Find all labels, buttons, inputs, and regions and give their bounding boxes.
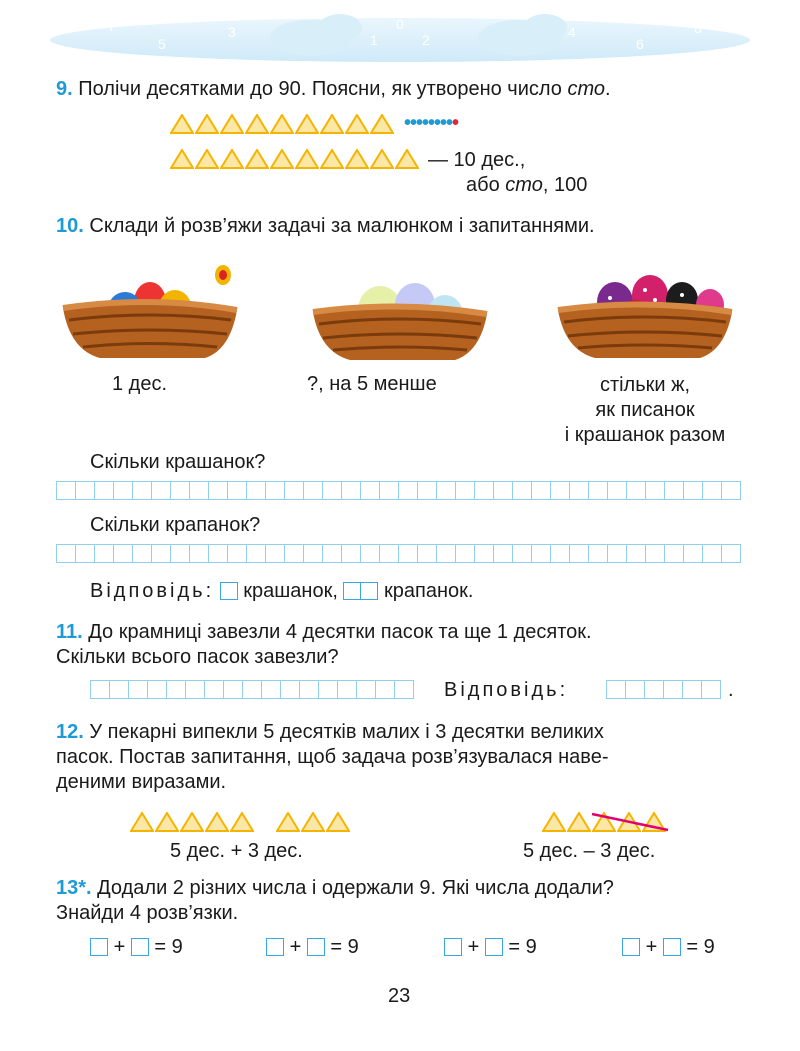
answer-word: Відповідь: — [90, 580, 215, 602]
grid-cell[interactable] — [721, 544, 741, 563]
answer-word-11: Відповідь: — [444, 679, 569, 701]
basket-plain-eggs — [305, 250, 495, 365]
basket-label-1: 1 дес. — [112, 373, 168, 395]
note-text: , 100 — [542, 174, 588, 196]
page-number: 23 — [388, 985, 411, 1007]
exercise-10-title — [56, 215, 595, 238]
exercise-text: Знайди 4 розв’язки. — [56, 902, 239, 924]
grid-cell[interactable] — [189, 544, 209, 563]
grid-cell[interactable] — [94, 544, 114, 563]
grid-cell[interactable] — [531, 481, 551, 500]
grid-cell[interactable] — [303, 481, 323, 500]
triangle-icon — [276, 812, 300, 832]
triangle-row-9 — [170, 114, 394, 134]
grid-cell[interactable] — [607, 544, 627, 563]
exercise-number: 13*. — [56, 877, 92, 899]
header-number: 3 — [228, 24, 236, 40]
grid-cell[interactable] — [512, 481, 532, 500]
triangle-icon — [195, 149, 219, 169]
answer-box[interactable] — [622, 938, 640, 956]
answer-box[interactable] — [266, 938, 284, 956]
label-line: як писанок — [595, 399, 695, 421]
triangle-icon — [326, 812, 350, 832]
grid-cell[interactable] — [663, 680, 683, 699]
triangle-icon — [320, 114, 344, 134]
grid-cell[interactable] — [299, 680, 319, 699]
grid-cell[interactable] — [113, 481, 133, 500]
grid-cell[interactable] — [56, 544, 76, 563]
clouds-decoration — [40, 0, 760, 70]
grid-cell[interactable] — [417, 544, 437, 563]
grid-cell[interactable] — [170, 481, 190, 500]
question-2: Скільки крапанок? — [90, 514, 261, 536]
grid-cell[interactable] — [132, 481, 152, 500]
answer-line-10 — [90, 580, 473, 603]
basket-dotted-eggs — [550, 250, 740, 365]
equation-1 — [90, 936, 183, 959]
triangle-icon — [220, 114, 244, 134]
grid-cell[interactable] — [204, 680, 224, 699]
triangle-icon — [370, 149, 394, 169]
answer-grid-11-result[interactable] — [606, 680, 720, 699]
answer-grid-2[interactable] — [56, 544, 740, 563]
strike-line — [590, 810, 670, 834]
grid-cell[interactable] — [493, 544, 513, 563]
grid-cell[interactable] — [683, 481, 703, 500]
grid-cell[interactable] — [132, 544, 152, 563]
exercise-text: До крамниці завезли 4 десятки пасок та ще 1 десяток. — [88, 621, 592, 643]
grid-cell[interactable] — [607, 481, 627, 500]
grid-cell[interactable] — [644, 680, 664, 699]
plus-sign: + — [645, 936, 658, 958]
grid-cell[interactable] — [379, 544, 399, 563]
grid-cell[interactable] — [394, 680, 414, 699]
grid-cell[interactable] — [356, 680, 376, 699]
grid-cell[interactable] — [341, 544, 361, 563]
triangle-icon — [395, 149, 419, 169]
answer-box[interactable] — [307, 938, 325, 956]
grid-cell[interactable] — [318, 680, 338, 699]
grid-cell[interactable] — [360, 544, 380, 563]
triangle-icon — [345, 149, 369, 169]
exercise-text: Додали 2 різних числа і одержали 9. Які числа додали? — [97, 877, 614, 899]
equation-2 — [266, 936, 359, 959]
triangle-icon — [245, 114, 269, 134]
answer-box[interactable] — [220, 582, 238, 600]
dotted-continuation: ••••••••• — [404, 112, 459, 134]
grid-cell[interactable] — [284, 544, 304, 563]
grid-cell[interactable] — [166, 680, 186, 699]
equation-3 — [444, 936, 537, 959]
grid-cell[interactable] — [208, 544, 228, 563]
grid-cell[interactable] — [341, 481, 361, 500]
grid-cell[interactable] — [588, 544, 608, 563]
header-number: 7 — [108, 18, 116, 34]
grid-cell[interactable] — [337, 680, 357, 699]
grid-cell[interactable] — [436, 481, 456, 500]
triangle-icon — [130, 812, 154, 832]
triangle-icon — [180, 812, 204, 832]
header-number: 5 — [158, 36, 166, 52]
grid-cell[interactable] — [417, 481, 437, 500]
exercise-text: деними виразами. — [56, 771, 227, 793]
equals-nine: = 9 — [508, 936, 537, 958]
grid-cell[interactable] — [626, 481, 646, 500]
grid-cell[interactable] — [246, 544, 266, 563]
grid-cell[interactable] — [151, 481, 171, 500]
grid-cell[interactable] — [379, 481, 399, 500]
triangle-icon — [370, 114, 394, 134]
answer-grid-11[interactable] — [90, 680, 413, 699]
grid-cell[interactable] — [75, 544, 95, 563]
grid-cell[interactable] — [375, 680, 395, 699]
grid-cell[interactable] — [151, 544, 171, 563]
exercise-9-title — [56, 78, 611, 101]
triangle-icon — [205, 812, 229, 832]
answer-text: крашанок, — [243, 580, 338, 602]
exercise-number: 11. — [56, 621, 83, 643]
grid-cell[interactable] — [75, 481, 95, 500]
grid-cell[interactable] — [280, 680, 300, 699]
header-number: 8 — [694, 20, 702, 36]
grid-cell[interactable] — [246, 481, 266, 500]
grid-cell[interactable] — [94, 481, 114, 500]
answer-box[interactable] — [90, 938, 108, 956]
grid-cell[interactable] — [56, 481, 76, 500]
grid-cell[interactable] — [531, 544, 551, 563]
grid-cell[interactable] — [588, 481, 608, 500]
header-number: 0 — [396, 16, 404, 32]
grid-cell[interactable] — [265, 481, 285, 500]
answer-box[interactable] — [131, 938, 149, 956]
header-number: 2 — [422, 32, 430, 48]
header-number: 6 — [636, 36, 644, 52]
label-line: і крашанок разом — [564, 424, 726, 446]
answer-grid-1[interactable] — [56, 481, 740, 500]
exercise-text-end: . — [605, 78, 611, 100]
grid-cell[interactable] — [569, 544, 589, 563]
triangle-icon — [542, 812, 566, 832]
grid-cell[interactable] — [185, 680, 205, 699]
answer-box[interactable] — [343, 582, 361, 600]
triangle-icon — [270, 149, 294, 169]
grid-cell[interactable] — [303, 544, 323, 563]
exercise-text: Скільки всього пасок завезли? — [56, 646, 339, 668]
grid-cell[interactable] — [189, 481, 209, 500]
grid-cell[interactable] — [265, 544, 285, 563]
grid-cell[interactable] — [474, 544, 494, 563]
answer-box[interactable] — [485, 938, 503, 956]
grid-cell[interactable] — [90, 680, 110, 699]
grid-cell[interactable] — [113, 544, 133, 563]
exercise-text: Склади й розв’яжи задачі за малюнком і запитаннями. — [89, 215, 595, 237]
grid-cell[interactable] — [474, 481, 494, 500]
grid-cell[interactable] — [702, 481, 722, 500]
exercise-number: 9. — [56, 78, 73, 100]
plus-sign: + — [467, 936, 480, 958]
grid-cell[interactable] — [664, 544, 684, 563]
exercise-11-text — [56, 620, 746, 670]
grid-cell[interactable] — [109, 680, 129, 699]
triangle-icon — [245, 149, 269, 169]
answer-box[interactable] — [444, 938, 462, 956]
answer-box[interactable] — [663, 938, 681, 956]
grid-cell[interactable] — [242, 680, 262, 699]
grid-cell[interactable] — [645, 481, 665, 500]
exercise-text: Полічи десятками до 90. Поясни, як утворено число — [78, 78, 568, 100]
grid-cell[interactable] — [550, 544, 570, 563]
grid-cell[interactable] — [128, 680, 148, 699]
triangle-icon — [170, 149, 194, 169]
triangles-three — [276, 812, 350, 832]
triangle-icon — [170, 114, 194, 134]
triangle-icon — [155, 812, 179, 832]
grid-cell[interactable] — [170, 544, 190, 563]
grid-cell[interactable] — [683, 544, 703, 563]
header-number: 4 — [568, 24, 576, 40]
exercise-text: У пекарні випекли 5 десятків малих і 3 десятки великих — [89, 721, 604, 743]
basket-label-3 — [540, 373, 750, 448]
plus-sign: + — [113, 936, 126, 958]
triangle-icon — [220, 149, 244, 169]
grid-cell[interactable] — [455, 544, 475, 563]
grid-cell[interactable] — [360, 481, 380, 500]
triangle-icon — [301, 812, 325, 832]
grid-cell[interactable] — [550, 481, 570, 500]
triangles-five — [130, 812, 254, 832]
exercise-text: пасок. Постав запитання, щоб задача розв’язувалася наве- — [56, 746, 609, 768]
triangle-icon — [295, 114, 319, 134]
answer-box[interactable] — [360, 582, 378, 600]
grid-cell[interactable] — [261, 680, 281, 699]
triangle-icon — [345, 114, 369, 134]
question-1: Скільки крашанок? — [90, 451, 266, 473]
header-band — [40, 0, 760, 70]
grid-cell[interactable] — [606, 680, 626, 699]
note-text: або — [466, 174, 506, 196]
triangle-icon — [230, 812, 254, 832]
triangle-row-10 — [170, 149, 419, 169]
equals-nine: = 9 — [330, 936, 359, 958]
expression-1: 5 дес. + 3 дес. — [170, 840, 303, 862]
exercise-text-italic: сто — [567, 78, 606, 100]
grid-cell[interactable] — [436, 544, 456, 563]
grid-cell[interactable] — [721, 481, 741, 500]
grid-cell[interactable] — [493, 481, 513, 500]
header-number: 1 — [370, 32, 378, 48]
grid-cell[interactable] — [208, 481, 228, 500]
equation-4 — [622, 936, 715, 959]
exercise-12-text — [56, 720, 756, 795]
grid-cell[interactable] — [398, 481, 418, 500]
grid-cell[interactable] — [455, 481, 475, 500]
grid-cell[interactable] — [147, 680, 167, 699]
grid-cell[interactable] — [701, 680, 721, 699]
equals-nine: = 9 — [686, 936, 715, 958]
grid-cell[interactable] — [398, 544, 418, 563]
label-line: стільки ж, — [599, 374, 691, 396]
grid-cell[interactable] — [664, 481, 684, 500]
triangle-icon — [320, 149, 344, 169]
grid-cell[interactable] — [626, 544, 646, 563]
plus-sign: + — [289, 936, 302, 958]
expression-2: 5 дес. – 3 дес. — [523, 840, 656, 862]
grid-cell[interactable] — [512, 544, 532, 563]
grid-cell[interactable] — [322, 481, 342, 500]
grid-cell[interactable] — [702, 544, 722, 563]
grid-cell[interactable] — [227, 481, 247, 500]
note-italic: сто — [505, 174, 543, 196]
grid-cell[interactable] — [682, 680, 702, 699]
exercise-13-text — [56, 876, 756, 926]
equals-nine: = 9 — [154, 936, 183, 958]
triangle-icon — [270, 114, 294, 134]
grid-cell[interactable] — [284, 481, 304, 500]
ten-tens-note: — 10 дес., — [428, 149, 526, 171]
grid-cell[interactable] — [227, 544, 247, 563]
basket-painted-eggs — [55, 250, 245, 365]
hundred-note — [466, 174, 587, 197]
exercise-number: 12. — [56, 721, 84, 743]
answer-text: крапанок. — [384, 580, 474, 602]
triangle-icon — [567, 812, 591, 832]
grid-cell[interactable] — [645, 544, 665, 563]
exercise-number: 10. — [56, 215, 84, 237]
grid-cell[interactable] — [223, 680, 243, 699]
period: . — [728, 679, 734, 701]
grid-cell[interactable] — [625, 680, 645, 699]
triangle-icon — [195, 114, 219, 134]
basket-label-2: ?, на 5 менше — [307, 373, 437, 395]
grid-cell[interactable] — [569, 481, 589, 500]
grid-cell[interactable] — [322, 544, 342, 563]
triangle-icon — [295, 149, 319, 169]
